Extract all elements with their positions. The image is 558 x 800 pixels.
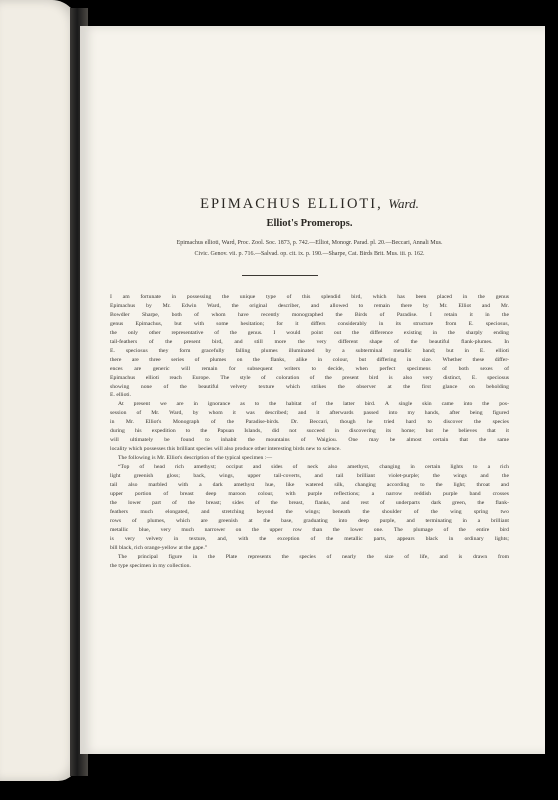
text-line: the only other representative of the genus. I would point out the difference existing in the sharply ending [110, 329, 509, 336]
paragraph [110, 400, 509, 454]
page-title [110, 196, 509, 213]
text-line: I am fortunate in possessing the unique type of this splendid bird, which has been placed in the genus [110, 294, 509, 300]
text-line: bill black, rich orange-yellow at the gape.” [110, 544, 208, 551]
text-line: Epimachus ellioti reach Europe. The style of coloration of the present bird is also very distinct, E. speciosus [110, 374, 509, 381]
text-line: genus Epimachus, but with some hesitation; for it differs considerably in its structure from E. speciosus, [110, 320, 509, 327]
paragraph [110, 463, 509, 553]
text-line: during his expedition to the Papuan Islands, did not succeed in discovering its home; but he believes that it [110, 428, 509, 435]
text-line: the lower part of the breast; sides of the breast, flanks, and rest of underparts dark green, the flank- [110, 499, 509, 506]
synonymy [130, 238, 489, 260]
paragraph [110, 454, 509, 463]
text-line: rows of plumes, which are greenish at the base, graduating into deep purple, and terminating in a brilliant [110, 517, 509, 524]
divider-rule [242, 275, 318, 276]
left-page [0, 0, 78, 781]
text-line: ences are generic will remain for subsequent writers to decide, when perfect specimens of both sexes of [110, 365, 509, 372]
text-line: At present we are in ignorance as to the habitat of the latter bird. A single skin came into the pos- [118, 401, 509, 408]
text-line: will ultimately be found to inhabit the mountains of Waigiou. One may be almost certain that the same [110, 437, 509, 444]
text-line: tail also marbled with a dark amethyst hue, like watered silk, changing according to the light; throat and [110, 482, 509, 489]
text-line: is very velvety in texture, and, with the exception of the metallic parts, appears black in ordinary lights; [110, 535, 509, 542]
text-line: showing none of the beautiful velvety texture which strikes the observer at the first glance on beholding [110, 383, 509, 390]
text-line: E. speciosus they form gracefully falling plumes illuminated by a subterminal metallic band; but in E. ellioti [110, 347, 509, 354]
synonymy-line: Epimachus ellioti, Ward, Proc. Zool. Soc. 1873, p. 742.—Elliot, Monogr. Parad. pl. 20.—Beccari, Annali Mus. [176, 240, 443, 246]
paragraph [110, 553, 509, 571]
species-author: Ward. [388, 196, 419, 211]
text-line: in Mr. Elliot's Monograph of the Paradise-birds. Dr. Beccari, though he tried hard to discover the species [110, 419, 509, 426]
text-line: locality which possesses this brilliant species will also produce other interesting birds new to science. [110, 446, 341, 453]
text-line: Epimachus by Mr. Edwin Ward, the original describer, and allowed to remain there by Mr. Elliot and Mr. [110, 302, 509, 309]
text-line: upper portion of breast deep maroon colour, with purple reflections; a narrow reddish purple band crosses [110, 490, 509, 497]
text-line: session of Mr. Ward, by whom it was described; and it afterwards passed into my hands, after being figured [110, 410, 509, 417]
text-line: The principal figure in the Plate represents the species of nearly the size of life, and is drawn from [118, 553, 509, 560]
text-line: metallic blue, very much narrower on the upper row than the lower one. The plumage of the entire bird [110, 526, 509, 533]
text-line: “Top of head rich amethyst; occiput and sides of neck also amethyst, changing in certain lights to a rich [118, 464, 509, 471]
text-line: feathers much elongated, and stretching beyond the wings; beneath the shoulder of the wing spring two [110, 508, 509, 515]
species-name: EPIMACHUS ELLIOTI, [200, 196, 383, 212]
text-line: the type specimen in my collection. [110, 562, 191, 569]
text-line: tail-feathers of the present bird, and still more the very different shape of the beautiful flank-plumes. In [110, 338, 509, 345]
paragraph [110, 293, 509, 400]
text-line: E. ellioti. [110, 392, 132, 399]
body-text [110, 293, 509, 571]
text-line: light greenish gloss; back, wings, upper tail-coverts, and tail brilliant violet-purple; the wings and the [110, 473, 509, 480]
text-line: there are three series of plumes on the flanks, alike in colour, but differing in size. Whether these differ- [110, 356, 509, 363]
text-line: Bowdler Sharpe, both of whom have recently monographed the Birds of Paradise. I retain it in the [110, 311, 509, 318]
common-name: Elliot's Promerops. [266, 218, 353, 229]
text-line: The following is Mr. Elliot's description of the typical specimen :— [118, 455, 273, 462]
synonymy-line: Civic. Genov. vii. p. 716.—Salvad. op. cit. ix. p. 190.—Sharpe, Cat. Birds Brit. Mus. iii. p. 162. [194, 251, 425, 257]
